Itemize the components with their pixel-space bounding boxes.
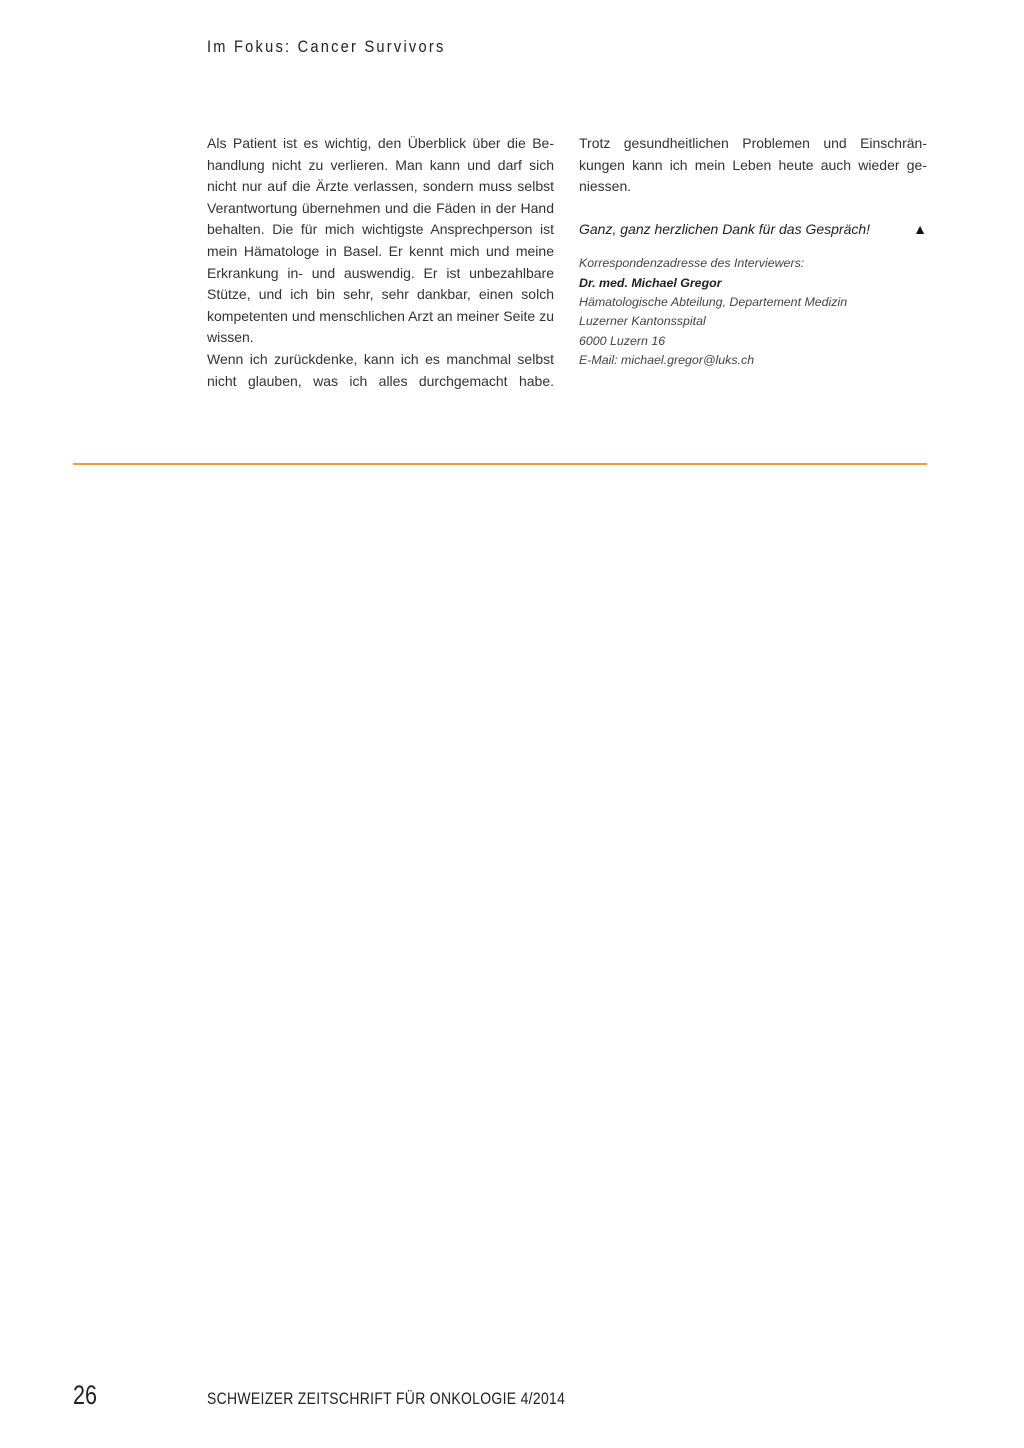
article-paragraph: Trotz gesundheitlichen Problemen und Einschränkungen kann ich mein Leben heute auch wieder geniessen. <box>579 135 927 195</box>
page-number: 26 <box>73 1380 98 1410</box>
article-paragraph: Wenn ich zurückdenke, kann ich es manchmal selbst nicht glauben, was ich alles durchgemacht habe. <box>207 350 554 389</box>
section-divider <box>73 463 927 465</box>
correspondence-email: E-Mail: michael.gregor@luks.ch <box>579 352 755 367</box>
correspondence-label: Korrespondenzadresse des Interviewers: <box>579 256 805 271</box>
article-left-column <box>207 133 554 392</box>
correspondence-department: Hämatologische Abteilung, Departement Medizin <box>579 294 848 309</box>
closing-thanks-row <box>579 219 927 241</box>
correspondence-hospital: Luzerner Kantonsspital <box>579 314 706 329</box>
correspondence-city: 6000 Luzern 16 <box>579 333 666 348</box>
correspondence-name: Dr. med. Michael Gregor <box>579 275 722 290</box>
closing-thanks: Ganz, ganz herzlichen Dank für das Gespräch! <box>579 220 871 237</box>
journal-name: SCHWEIZER ZEITSCHRIFT FÜR ONKOLOGIE 4/2014 <box>207 1389 566 1408</box>
end-of-article-triangle-icon: ▲ <box>913 220 927 237</box>
article-paragraph: Als Patient ist es wichtig, den Überblick über die Behandlung nicht zu verlieren. Man kann und darf sich nicht nur auf die Ärzte verlassen, sondern muss selbst Verantwortung übernehmen und die Fäden in der Hand behalten. Die für mich wichtigste Ansprechperson ist mein Hämatologe in Basel. Er kennt mich und meine Erkrankung in- und auswendig. Er ist unbezahlbare Stütze, und ich bin sehr, sehr dankbar, einen solch kompetenten und menschlichen Arzt an meiner Seite zu wissen. <box>207 135 554 346</box>
correspondence-address <box>579 254 927 370</box>
section-title: Im Fokus: Cancer Survivors <box>207 37 446 56</box>
article-right-column <box>579 133 927 370</box>
